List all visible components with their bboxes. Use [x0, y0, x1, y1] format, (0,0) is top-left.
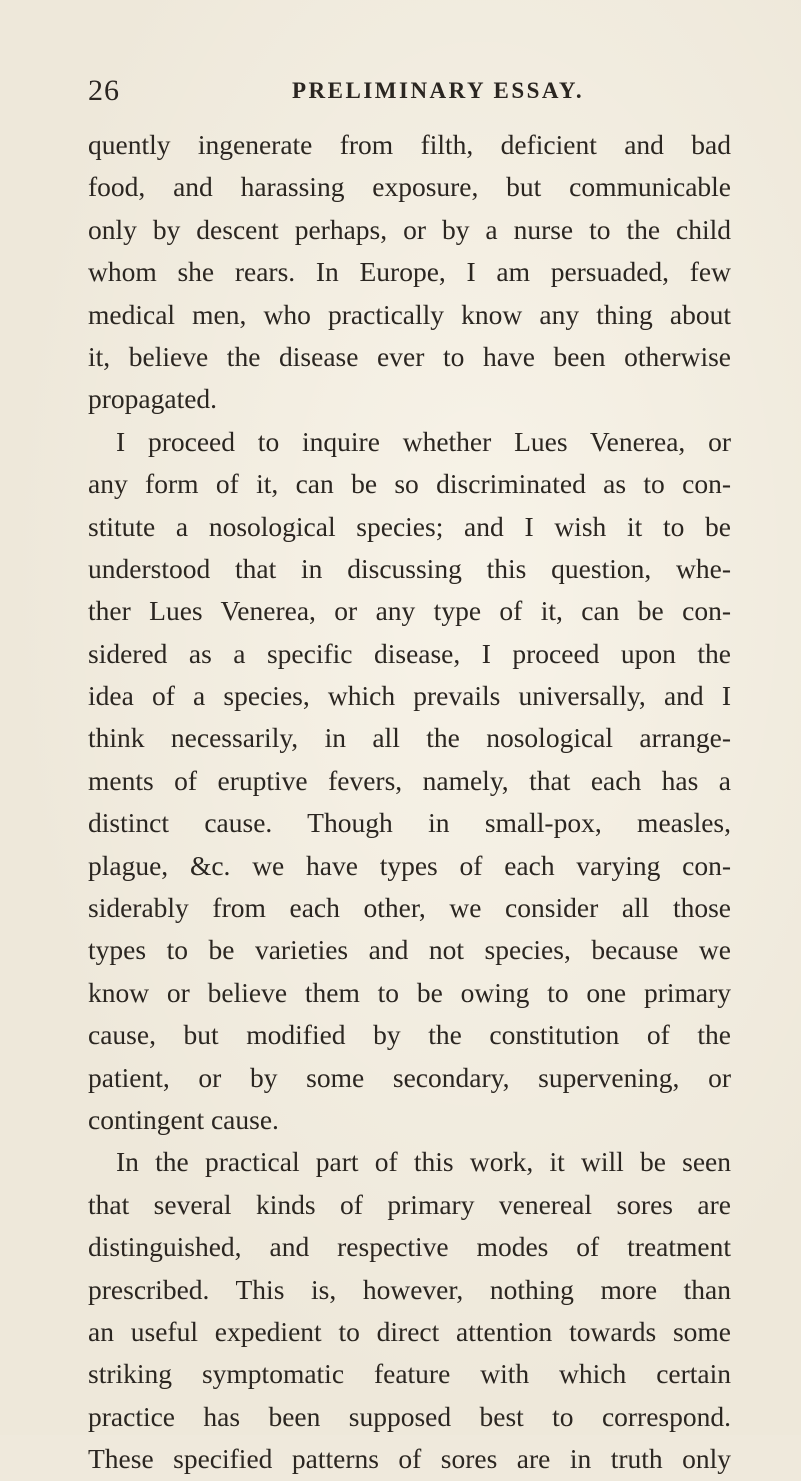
text-line: know or believe them to be owing to one primary	[88, 976, 731, 1008]
text-line: only by descent perhaps, or by a nurse to the child	[88, 213, 731, 245]
text-line: think necessarily, in all the nosological arrange-	[88, 722, 731, 754]
text-line: whom she rears. In Europe, I am persuaded, few	[88, 256, 731, 288]
text-line: patient, or by some secondary, supervening, or	[88, 1061, 731, 1093]
text-line: sidered as a specific disease, I proceed upon the	[88, 637, 731, 669]
text-line: propagated.	[88, 383, 218, 415]
page-number: 26	[88, 74, 120, 107]
text-line: siderably from each other, we consider all those	[88, 892, 731, 924]
text-line: food, and harassing exposure, but communicable	[88, 171, 731, 203]
text-line: medical men, who practically know any thing about	[88, 298, 731, 330]
text-line: types to be varieties and not species, because we	[88, 934, 731, 966]
text-line: quently ingenerate from filth, deficient and bad	[88, 129, 731, 160]
running-head	[88, 74, 741, 110]
running-title: PRELIMINARY ESSAY.	[292, 78, 585, 103]
text-line: stitute a nosological species; and I wish it to be	[88, 510, 731, 542]
body-text	[88, 124, 731, 1481]
text-line: that several kinds of primary venereal sores are	[88, 1188, 731, 1220]
text-line: distinct cause. Though in small-pox, measles,	[88, 807, 731, 839]
text-line: an useful expedient to direct attention towards some	[88, 1315, 731, 1347]
text-line: I proceed to inquire whether Lues Venerea, or	[116, 425, 731, 457]
text-line: idea of a species, which prevails universally, and I	[88, 680, 731, 712]
text-line: distinguished, and respective modes of treatment	[88, 1231, 731, 1263]
text-line: ments of eruptive fevers, namely, that each has a	[88, 764, 731, 796]
text-line: any form of it, can be so discriminated as to con-	[88, 468, 731, 500]
text-line: plague, &c. we have types of each varying con-	[88, 849, 731, 881]
text-line: striking symptomatic feature with which certain	[88, 1358, 731, 1390]
text-line: These specified patterns of sores are in truth only	[88, 1443, 731, 1475]
text-line: understood that in discussing this question, whe-	[88, 552, 731, 584]
text-line: ther Lues Venerea, or any type of it, can be con-	[88, 595, 731, 627]
text-line: practice has been supposed best to correspond.	[88, 1400, 731, 1432]
text-line: In the practical part of this work, it will be seen	[116, 1146, 731, 1178]
text-line: prescribed. This is, however, nothing more than	[88, 1273, 731, 1305]
text-line: cause, but modified by the constitution of the	[88, 1019, 731, 1051]
text-line: contingent cause.	[88, 1103, 279, 1135]
text-line: it, believe the disease ever to have been otherwise	[88, 340, 731, 372]
